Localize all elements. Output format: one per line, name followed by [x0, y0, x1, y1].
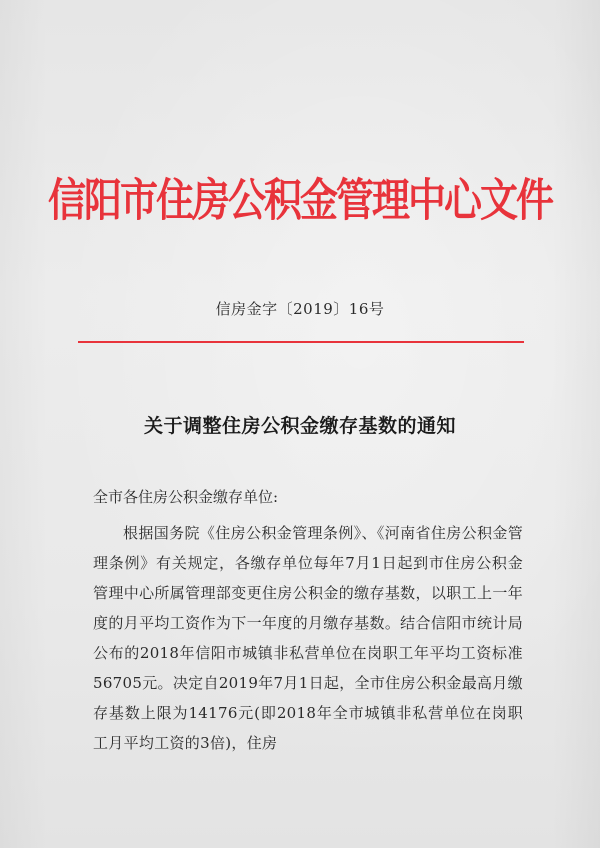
red-divider-line	[78, 341, 524, 343]
document-body	[93, 482, 523, 758]
body-paragraph: 根据国务院《住房公积金管理条例》、《河南省住房公积金管理条例》有关规定，各缴存单位每年7月1日起到市住房公积金管理中心所属管理部变更住房公积金的缴存基数，以职工上一年度的月平均工资作为下一年度的月缴存基数。结合信阳市统计局公布的2018年信阳市城镇非私营单位在岗职工年平均工资标准56705元。决定自2019年7月1日起，全市住房公积金最高月缴存基数上限为14176元(即2018年全市城镇非私营单位在岗职工月平均工资的3倍)，住房	[93, 524, 523, 752]
document-title: 关于调整住房公积金缴存基数的通知	[143, 415, 456, 437]
document-number: 信房金字〔2019〕16号	[215, 300, 385, 318]
letterhead-title: 信阳市住房公积金管理中心文件	[47, 173, 552, 227]
salutation: 全市各住房公积金缴存单位:	[93, 488, 279, 506]
